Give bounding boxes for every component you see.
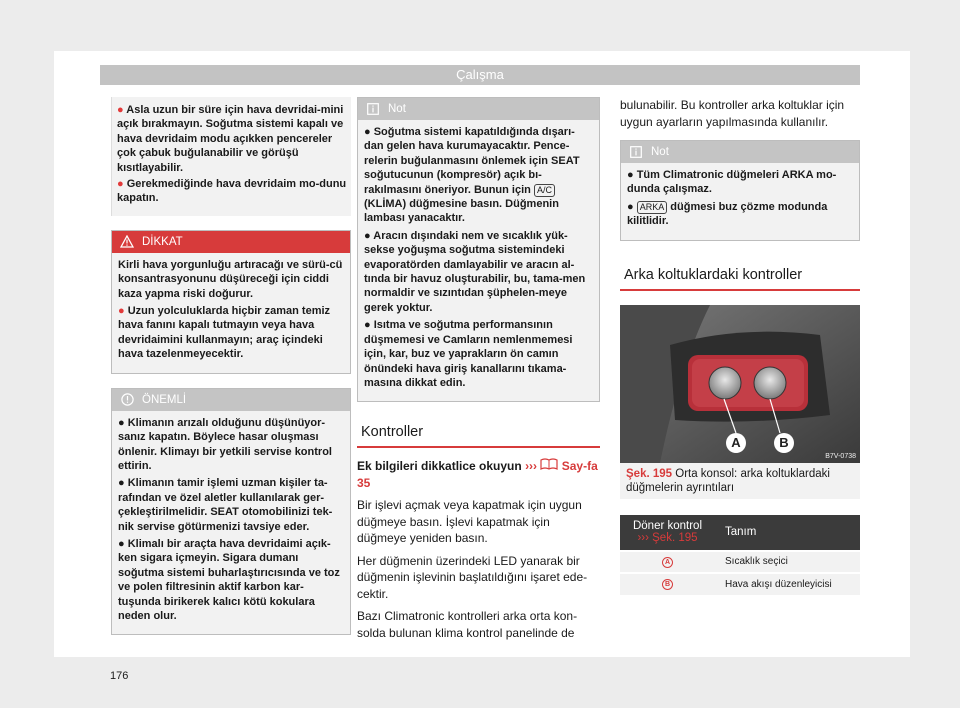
column-right	[620, 97, 860, 595]
warning-continued-box	[111, 97, 351, 216]
not-paragraph: ● Aracın dışındaki nem ve sıcaklık yük-sekse yoğuşma soğutma sistemindeki evaporatörden damlayabilir ve aracın al-tında bir havuz oluşturabilir, bu, tama-men normaldir ve sızıntıdan şüphelen-meye gerek yoktur.	[364, 229, 586, 314]
page-header: Çalışma	[100, 65, 860, 85]
read-first-note: Ek bilgileri dikkatlice okuyun ››› Say-fa 35	[357, 459, 598, 490]
figure-label-b: B	[779, 434, 789, 450]
not-header: Not	[358, 98, 599, 120]
book-icon	[540, 459, 558, 473]
dikkat-header: DİKKAT	[112, 231, 350, 253]
warning-bullet: ● Gerekmediğinde hava devridaim mo-dunu kapatın.	[117, 178, 347, 205]
body-paragraph: Bazı Climatronic kontrolleri arka orta kon-solda bulunan klima kontrol panelinde de	[357, 609, 578, 640]
continued-paragraph: bulunabilir. Bu kontroller arka koltuklar için uygun ayarların yapılmasında kullanılır.	[620, 98, 845, 129]
section-title-kontroller: Kontroller	[357, 424, 600, 448]
warning-bullet: ● Asla uzun bir süre için hava devridai-mini açık bırakmayın. Soğutma sistemi kapalı ve hava devridaim modu açıkken pencereler çok çabuk buğulanabilir ve görüşü kısıtlayabilir.	[117, 104, 344, 174]
page-ref-link[interactable]: Say-fa 35	[357, 459, 598, 490]
ac-key: A/C	[534, 184, 555, 197]
not-header-2: Not	[621, 141, 859, 163]
body-paragraph: Bir işlevi açmak veya kapatmak için uygun düğmeye basın. İşlevi kapatmak için düğmeye yeniden basın.	[357, 498, 582, 546]
info-circle-icon	[120, 393, 134, 407]
figure-label-a: A	[731, 434, 741, 450]
table-header-desc: Tanım	[715, 515, 860, 551]
not-paragraph: ● ARKA düğmesi buz çözme modunda kilitlidir.	[627, 200, 828, 228]
column-middle	[357, 97, 600, 647]
table-row: A Sıcaklık seçici	[620, 551, 860, 573]
warning-triangle-icon	[120, 235, 134, 249]
column-left	[111, 97, 351, 635]
onemli-paragraph: ● Klimalı bir araçta hava devridaimi açık-ken sigara içmeyin. Sigara dumanı soğutma sistemi buharlaştırıcısında ve toz ve polen filtresinin aktif karbon kar-tuşunda birikerek kalıcı kötü kokulara neden olur.	[118, 537, 340, 622]
table-header-control: Döner kontrol ››› Şek. 195	[620, 515, 715, 551]
note-icon	[629, 145, 643, 159]
dikkat-paragraph: Kirli hava yorgunluğu artıracağı ve sürü-cü konsantrasyonunu düşüreceği için ciddi kaza yapma riski doğurur.	[118, 258, 343, 300]
not-paragraph: ● Isıtma ve soğutma performansının düşmemesi ve Camların nemlenmemesi için, kar, buz ve yaprakların ön camın önündeki hava giriş kanallarını tıkama-masına dikkat edin.	[364, 319, 573, 389]
dikkat-box	[111, 230, 351, 374]
controls-table	[620, 515, 860, 595]
not-paragraph: ● Soğutma sistemi kapatıldığında dışarı-dan gelen hava kurumayacaktır. Pence-relerin buğulanmasını önlemek için SEAT soğutucunun (kompresör) açık bı-rakılmasını öneriyor. Bunun için A/C (KLİMA) düğmesine basın. Düğmenin lambası yanacaktır.	[364, 126, 580, 225]
not-paragraph: ● Tüm Climatronic düğmeleri ARKA mo-dunda çalışmaz.	[627, 169, 837, 196]
figure-code: B7V-0738	[825, 452, 856, 460]
page-number: 176	[110, 670, 129, 682]
body-paragraph: Her düğmenin üzerindeki LED yanarak bir düğmenin işlevinin başlatıldığını işaret ede-cektir.	[357, 553, 588, 601]
manual-page	[54, 51, 910, 682]
onemli-paragraph: ● Klimanın arızalı olduğunu düşünüyor-sanız kapatın. Böylece hasar oluşması önlenir. Klimayı bir yetkili servise kontrol ettirin.	[118, 416, 332, 472]
figure-caption: Şek. 195 Orta konsol: arka koltuklardaki düğmelerin ayrıntıları	[620, 463, 860, 499]
rear-controls-figure	[620, 305, 860, 463]
onemli-header: ÖNEMLİ	[112, 389, 350, 411]
arka-key: ARKA	[637, 201, 668, 214]
section-title-arka: Arka koltuklardaki kontroller	[620, 267, 860, 291]
onemli-box	[111, 388, 351, 636]
onemli-paragraph: ● Klimanın tamir işlemi uzman kişiler ta-rafından ve özel aletler kullanılarak ger-çekleştirilmelidir. SEAT otomobilinizi tek-nik servise götürmenizi tavsiye eder.	[118, 477, 333, 533]
table-row: B Hava akışı düzenleyicisi	[620, 573, 860, 595]
not-box-2	[620, 140, 860, 241]
dikkat-paragraph: ● Uzun yolculuklarda hiçbir zaman temiz hava fanını kapalı tutmayın veya hava devridaimini kullanmayın; araç içindeki hava tazelenmeyecektir.	[118, 305, 331, 361]
note-icon	[366, 102, 380, 116]
not-box	[357, 97, 600, 402]
